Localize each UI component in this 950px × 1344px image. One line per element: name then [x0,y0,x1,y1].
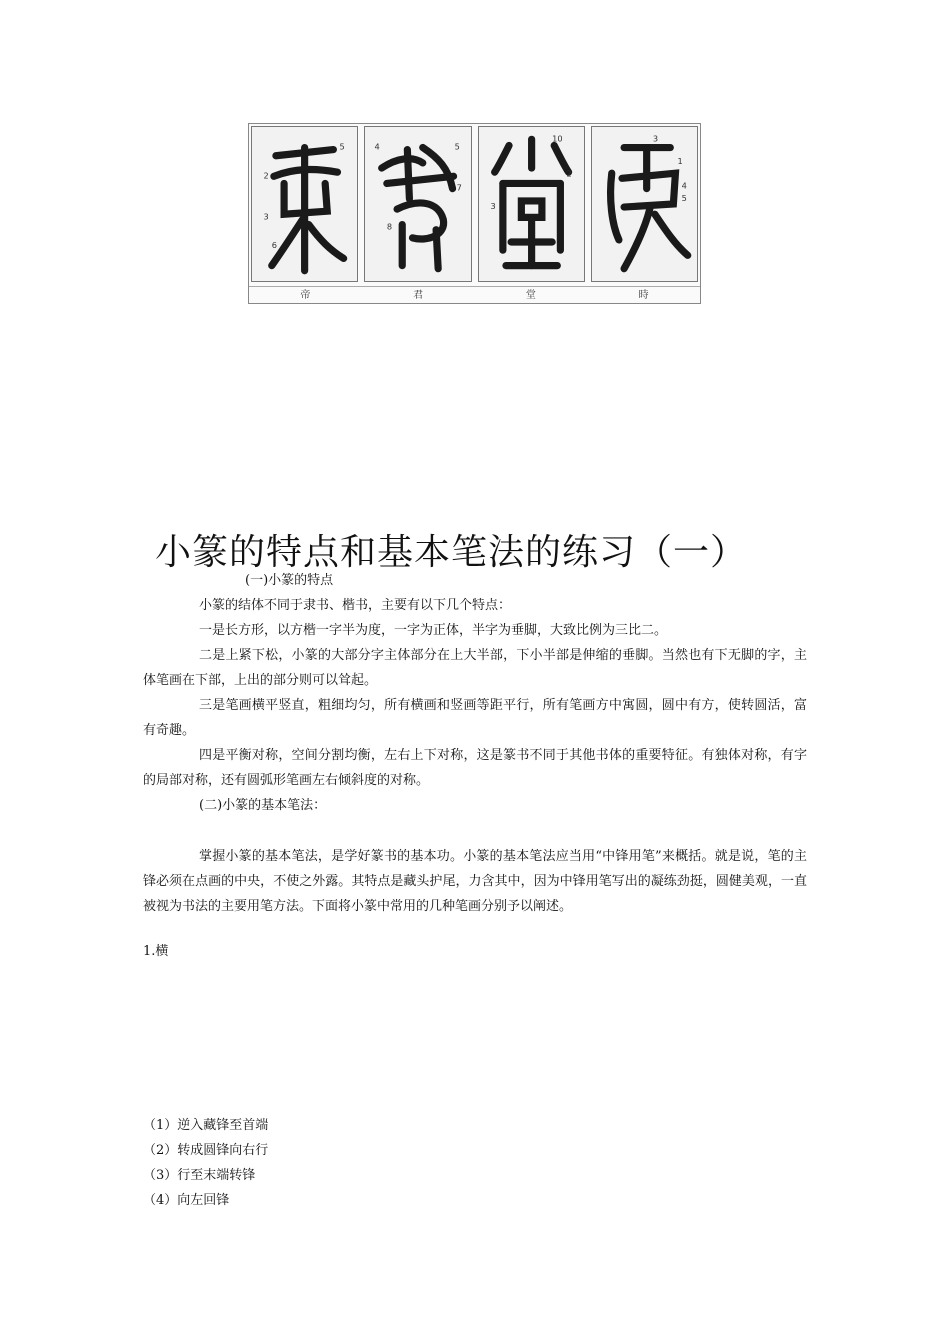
stroke-step-3: （3）行至末端转锋 [143,1168,256,1183]
svg-text:4: 4 [374,141,380,152]
seal-char-panel-1 [251,126,358,282]
figure-caption-2: 君 [413,290,424,301]
document-body [143,568,807,919]
seal-char-panel-4 [591,126,698,282]
svg-text:5: 5 [339,141,345,152]
svg-text:7: 7 [456,182,463,193]
svg-text:8: 8 [387,221,393,232]
seal-char-image-2 [365,127,470,281]
svg-text:3: 3 [490,201,496,212]
section1-intro: 小篆的结体不同于隶书、楷书，主要有以下几个特点： [199,598,512,613]
seal-char-image-3 [479,127,584,281]
seal-script-figure [248,123,701,304]
figure-caption-4: 時 [638,290,649,301]
feature-paragraph-4: 四是平衡对称，空间分割均衡，左右上下对称，这是篆书不同于其他书体的重要特征。有独体对称，有字的局部对称，还有圆弧形笔画左右倾斜度的对称。 [143,748,807,788]
figure-caption-3: 堂 [525,290,536,301]
section1-heading: (一)小篆的特点 [245,573,334,588]
feature-paragraph-2: 二是上紧下松，小篆的大部分字主体部分在上大半部，下小半部是伸缩的垂脚。当然也有下无脚的字，主体笔画在下部，上出的部分则可以耸起。 [143,648,807,688]
stroke-heading-horizontal: 1.横 [143,944,169,959]
feature-paragraph-1: 一是长方形，以方楷一字半为度，一字为正体，半字为垂脚，大致比例为三比二。 [199,623,668,638]
brush-method-paragraph: 掌握小篆的基本笔法，是学好篆书的基本功。小篆的基本笔法应当用“中锋用笔”来概括。就是说，笔的主锋必须在点画的中央，不使之外露。其特点是藏头护尾，力含其中，因为中锋用笔写出的凝练劲挺，圆健美观，一直被视为书法的主要用笔方法。下面将小篆中常用的几种笔画分别予以阐述。 [143,849,807,914]
seal-char-image-1 [252,127,357,281]
page-title: 小篆的特点和基本笔法的练习（一） [155,532,748,574]
stroke-step-2: （2）转成圆锋向右行 [143,1143,269,1158]
svg-text:4: 4 [681,180,687,191]
section2-heading: (二)小篆的基本笔法： [199,798,327,813]
svg-text:3: 3 [263,211,269,222]
svg-text:5: 5 [681,192,687,203]
spacer [143,818,807,844]
svg-text:10: 10 [551,133,563,144]
svg-text:6: 6 [271,240,278,251]
seal-char-image-4 [592,127,697,281]
svg-text:1: 1 [677,155,683,166]
svg-text:2: 2 [566,168,572,179]
figure-caption-1: 帝 [300,290,311,301]
svg-text:3: 3 [652,133,658,144]
svg-text:5: 5 [454,141,461,152]
stroke-step-4: （4）向左回锋 [143,1193,230,1208]
svg-text:2: 2 [263,170,269,181]
stroke-step-1: （1）逆入藏锋至首端 [143,1118,269,1133]
seal-char-panel-2 [364,126,471,282]
feature-paragraph-3: 三是笔画横平竖直，粗细均匀，所有横画和竖画等距平行，所有笔画方中寓圆，圆中有方，使转圆活，富有奇趣。 [143,698,807,738]
seal-char-panel-3 [478,126,585,282]
